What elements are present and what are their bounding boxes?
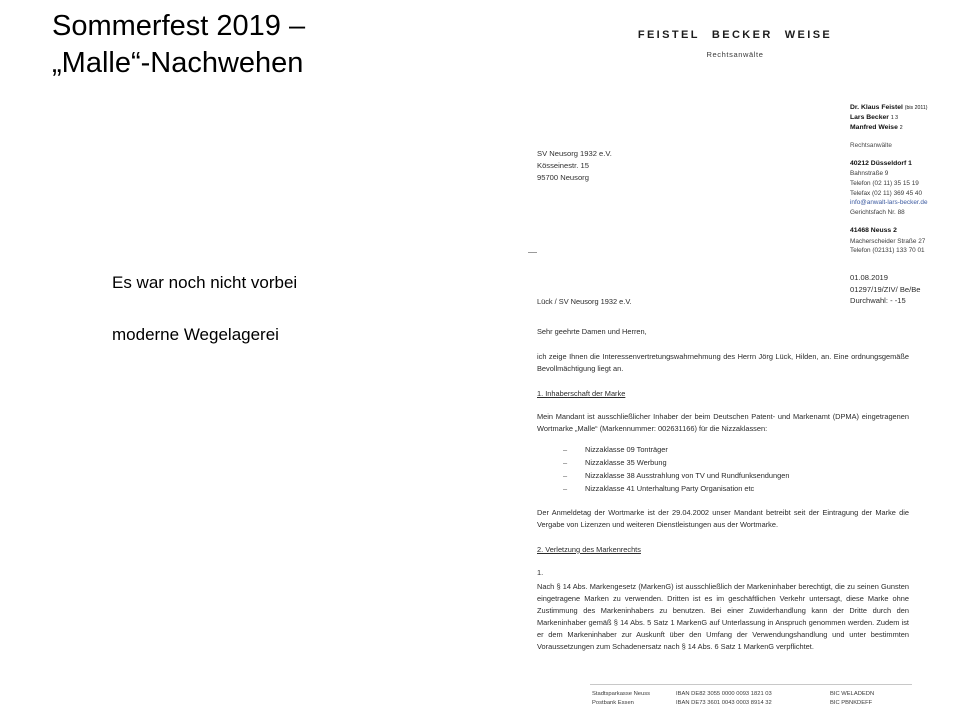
law-firm-names — [620, 28, 850, 44]
letter-subject: Lück / SV Neusorg 1932 e.V. — [537, 297, 632, 306]
letter-paragraph-2: Der Anmeldetag der Wortmarke ist der 29.04.2002 unser Mandant betreibt seit der Eintragung der Marke die Vergabe von Lizenzen und weiteren Dienstleistungen aus der Wortmarke. — [537, 507, 909, 529]
letter-body-text — [537, 296, 909, 666]
letter-file-reference: 01297/19/ZIV/ Be/Be — [850, 284, 921, 294]
list-item: – Nizzaklasse 09 Tonträger — [585, 444, 909, 456]
bank-bic-1: BIC WELADEDN — [830, 691, 875, 697]
office-1-heading: 40212 Düsseldorf 1 — [850, 160, 912, 168]
recipient-line-1: SV Neusorg 1932 e.V. — [537, 149, 612, 158]
nizza-class-list — [537, 444, 909, 495]
scanned-letter-image — [492, 8, 952, 714]
list-item: – Nizzaklasse 35 Werbung — [585, 457, 909, 469]
footer-divider — [590, 684, 912, 685]
firm-name-1: FEISTEL — [637, 29, 700, 41]
bank-iban-2: IBAN DE73 3601 0043 0003 8914 32 — [676, 699, 772, 706]
letter-heading-2: 2. Verletzung des Markenrechts — [537, 544, 641, 554]
firm-name-3: WEISE — [784, 29, 833, 41]
page-title-line-2: „Malle“-Nachwehen — [52, 47, 304, 80]
lawyer-name-2: Lars Becker — [850, 114, 889, 122]
list-item: – Nizzaklasse 41 Unterhaltung Party Organisation etc — [585, 483, 909, 495]
office-1-line-3: Telefax (02 11) 369 45 40 — [850, 189, 923, 197]
lawyer-entry-2 — [850, 113, 954, 123]
law-firm-subtitle: Rechtsanwälte — [706, 49, 764, 59]
recipient-line-2: Kösseinestr. 15 — [537, 161, 589, 171]
lawyer-note-3: 2 — [899, 125, 903, 132]
list-item: – Nizzaklasse 38 Ausstrahlung von TV und Rundfunksendungen — [585, 470, 909, 482]
letter-salutation: Sehr geehrte Damen und Herren, — [537, 326, 647, 336]
bank-bic-2: BIC PBNKDEFF — [830, 699, 873, 706]
letter-list-number-1: 1. — [537, 567, 544, 577]
lawyer-entry-3 — [850, 123, 954, 133]
lawyers-role-label: Rechtsanwälte — [850, 141, 892, 149]
bank-iban-1: IBAN DE82 3055 0000 0093 1821 03 — [676, 691, 772, 697]
slide-bullet-2: moderne Wegelagerei — [112, 325, 279, 345]
office-1-email: info@anwalt-lars-becker.de — [850, 199, 928, 207]
letter-date: 01.08.2019 — [850, 272, 889, 282]
office-2-line-2: Telefon (02131) 133 70 01 — [850, 247, 925, 255]
office-1-line-1: Bahnstraße 9 — [850, 170, 889, 178]
page-title-line-1: Sommerfest 2019 – — [52, 10, 306, 42]
law-firm-letterhead — [620, 28, 850, 61]
office-2-line-1: Macherscheider Straße 27 — [850, 237, 926, 245]
letter-paragraph-3: Nach § 14 Abs. Markengesetz (MarkenG) ist ausschließlich der Markeninhaber berechtigt, die zu seinen Gunsten eingetragene Marken zu verwenden. Dritten ist es im geschäftlichen Verkehr untersagt, diese Marke ohne Zustimmung des Markeninhabers zu benutzen. Bei einer Zuwiderhandlung kann der Dritte durch den Markeninhaber gemäß § 14 Abs. 5 Satz 1 MarkenG auf Unterlassung in Anspruch genommen werden. Zudem ist er dem Markeninhaber zur Auskunft über den Umfang der Verwendungshandlung und unter bestimmten Voraussetzungen zum Schadenersatz nach § 14 Abs. 6 Satz 1 MarkenG verpflichtet. — [537, 581, 909, 651]
bank-name-2: Postbank Essen — [592, 699, 634, 706]
lawyer-note-1: (bis 2011) — [904, 105, 928, 111]
office-1-line-5: Gerichtsfach Nr. 88 — [850, 208, 905, 216]
office-2-heading: 41468 Neuss 2 — [850, 227, 897, 235]
lawyer-note-2: 1 3 — [890, 115, 899, 122]
firm-name-2: BECKER — [711, 29, 773, 41]
letter-intro-paragraph: ich zeige Ihnen die Interessenvertretungswahrnehmung des Herrn Jörg Lück, Hilden, an. Eine ordnungsgemäße Bevollmächtigung liegt an. — [537, 351, 909, 373]
letter-footer-bank-details — [592, 690, 922, 708]
lawyer-name-1: Dr. Klaus Feistel — [850, 104, 903, 111]
office-1-line-2: Telefon (02 11) 35 15 19 — [850, 179, 919, 187]
fold-mark-line — [528, 252, 537, 253]
lawyer-name-3: Manfred Weise — [850, 124, 898, 132]
slide-bullet-1: Es war noch nicht vorbei — [112, 273, 298, 292]
recipient-address — [537, 148, 612, 184]
recipient-line-3: 95700 Neusorg — [537, 173, 589, 183]
letter-heading-1: 1. Inhaberschaft der Marke — [537, 388, 626, 398]
lawyer-entry-1 — [850, 103, 954, 113]
page-title — [52, 8, 472, 82]
bank-name-1: Stadtsparkasse Neuss — [592, 691, 650, 697]
letter-direct-dial: Durchwahl: - -15 — [850, 296, 906, 306]
letterhead-contact-column — [850, 103, 954, 307]
letter-paragraph-1: Mein Mandant ist ausschließlicher Inhaber der beim Deutschen Patent- und Markenamt (DPMA) eingetragenen Wortmarke „Malle“ (Markennummer: 002631166) für die Nizzaklassen: — [537, 411, 909, 433]
slide-body-text — [112, 272, 442, 376]
